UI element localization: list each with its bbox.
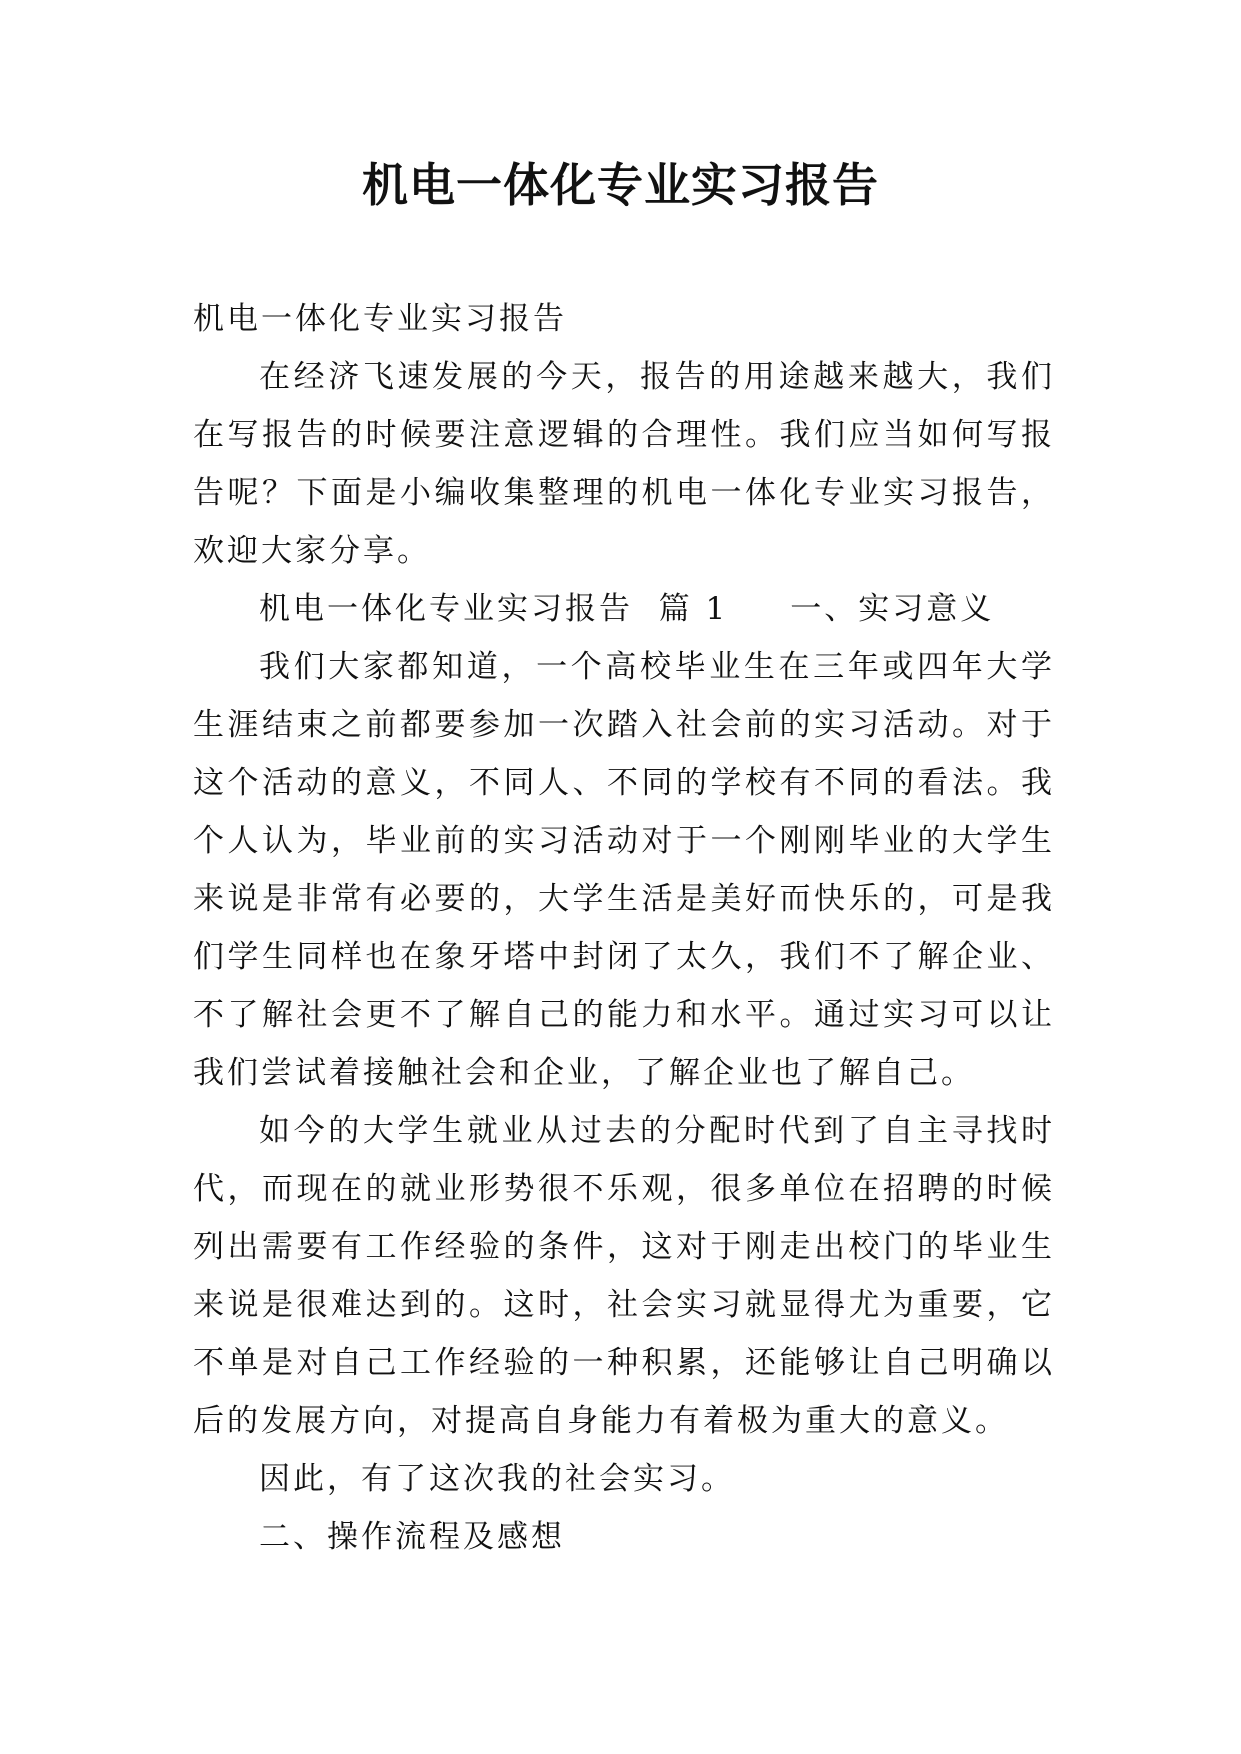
section-one-title: 一、实习意义 bbox=[790, 591, 995, 627]
paragraph-2: 如今的大学生就业从过去的分配时代到了自主寻找时代，而现在的就业形势很不乐观，很多单位在招聘的时候列出需要有工作经验的条件，这对于刚走出校门的毕业生来说是很难达到的。这时，社会实习就显得尤为重要，它不单是对自己工作经验的一种积累，还能够让自己明确以后的发展方向，对提高自身能力有着极为重大的意义。 bbox=[193, 1113, 1055, 1439]
section-two-title: 二、操作流程及感想 bbox=[259, 1519, 565, 1555]
intro-paragraph: 在经济飞速发展的今天，报告的用途越来越大，我们在写报告的时候要注意逻辑的合理性。我们应当如何写报告呢？下面是小编收集整理的机电一体化专业实习报告，欢迎大家分享。 bbox=[193, 359, 1055, 569]
section-heading: 机电一体化专业实习报告 篇 1 bbox=[259, 591, 729, 627]
document-subtitle: 机电一体化专业实习报告 bbox=[193, 301, 567, 337]
document-title: 机电一体化专业实习报告 bbox=[362, 158, 879, 212]
document-body bbox=[193, 290, 1055, 1566]
paragraph-3: 因此，有了这次我的社会实习。 bbox=[259, 1461, 735, 1497]
section-heading-line bbox=[193, 580, 1055, 638]
paragraph-1: 我们大家都知道，一个高校毕业生在三年或四年大学生涯结束之前都要参加一次踏入社会前的实习活动。对于这个活动的意义，不同人、不同的学校有不同的看法。我个人认为，毕业前的实习活动对于一个刚刚毕业的大学生来说是非常有必要的，大学生活是美好而快乐的，可是我们学生同样也在象牙塔中封闭了太久，我们不了解企业、不了解社会更不了解自己的能力和水平。通过实习可以让我们尝试着接触社会和企业，了解企业也了解自己。 bbox=[193, 649, 1055, 1091]
